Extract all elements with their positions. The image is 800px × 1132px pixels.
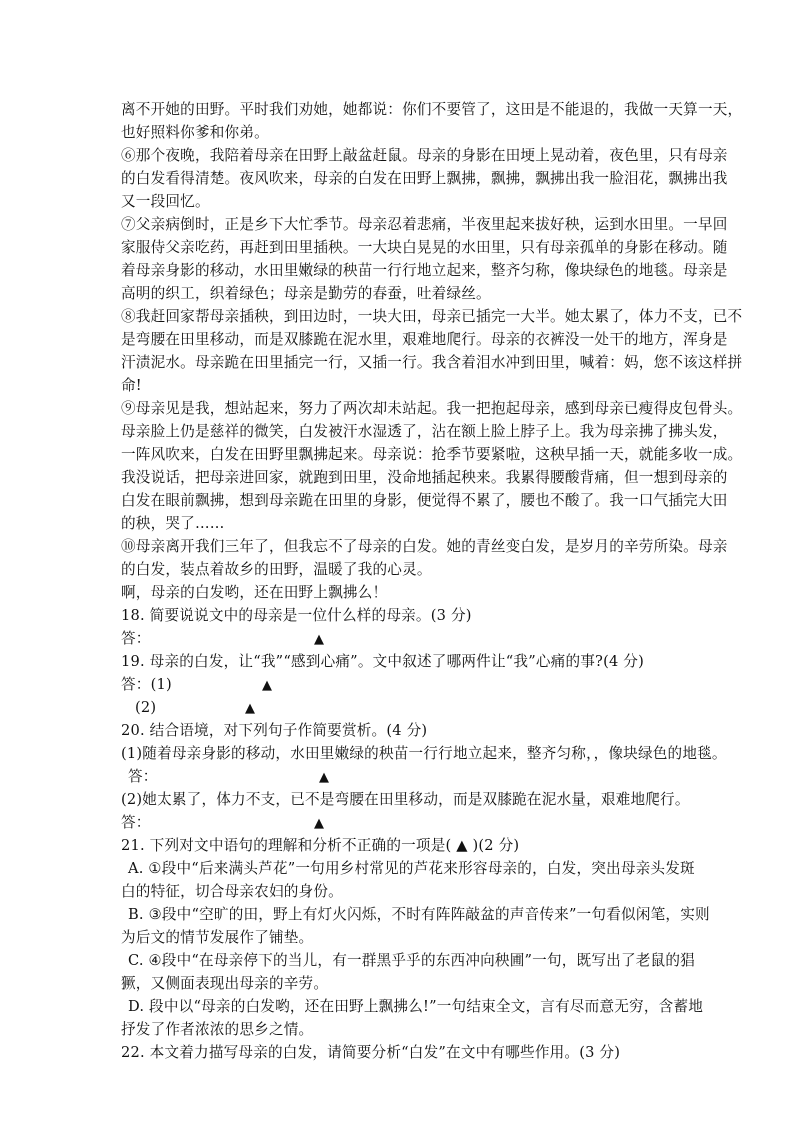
answer-label: 答： — [128, 768, 158, 785]
passage-line: 也好照料你爹和你弟。 — [121, 124, 269, 141]
option-b: B. ③段中“空旷的田，野上有灯火闪烁，不时有阵阵敲盆的声音传来”一句看似闲笔，实则 — [128, 906, 710, 923]
option-c: C. ④段中“在母亲停下的当儿，有一群黑乎乎的东西冲向秧圃”一句，既写出了老鼠的猖 — [128, 952, 695, 969]
answer-label: 答： — [121, 814, 151, 831]
answer-mark: ▲ — [262, 678, 273, 693]
passage-line: ⑧我赶回家帮母亲插秧，到田边时，一块大田，母亲已插完一大半。她太累了，体力不支，已不 — [121, 308, 743, 325]
option-a-cont: 白的特征，切合母亲农妇的身份。 — [121, 883, 343, 900]
option-b-cont: 为后文的情节发展作了铺垫。 — [121, 929, 314, 946]
answer-mark: ▲ — [314, 816, 325, 831]
question-19: 19. 母亲的白发，让“我”“感到心痛”。文中叙述了哪两件让“我”心痛的事?(4 分) — [121, 653, 644, 670]
passage-line: ⑩母亲离开我们三年了，但我忘不了母亲的白发。她的青丝变白发，是岁月的辛劳所染。母亲 — [121, 538, 728, 555]
passage-line: ⑦父亲病倒时，正是乡下大忙季节。母亲忍着悲痛，半夜里起来拔好秧，运到水田里。一早回 — [121, 216, 728, 233]
passage-line: 家服侍父亲吃药，再赶到田里插秧。一大块白晃晃的水田里，只有母亲孤单的身影在移动。随 — [121, 239, 728, 256]
question-18: 18. 简要说说文中的母亲是一位什么样的母亲。(3 分) — [121, 607, 472, 624]
passage-line: 我没说话，把母亲进回家，就跑到田里，没命地插起秧来。我累得腰酸背痛，但一想到母亲的 — [121, 469, 728, 486]
question-line: (2)她太累了，体力不支，已不是弯腰在田里移动，而是双膝跪在泥水量，艰难地爬行。 — [121, 791, 690, 808]
passage-line: 是弯腰在田里移动，而是双膝跪在泥水里，艰难地爬行。母亲的衣裤没一处干的地方，浑身是 — [121, 331, 728, 348]
passage-line: 啊，母亲的白发哟，还在田野上飘拂么！ — [121, 584, 388, 601]
option-a: A. ①段中“后来满头芦花”一句用乡村常见的芦花来形容母亲的，白发，突出母亲头发斑 — [128, 860, 695, 877]
passage-line: 又一段回忆。 — [121, 193, 210, 210]
answer-label: (2) — [135, 699, 157, 716]
passage-line: 的白发看得清楚。夜风吹来，母亲的白发在田野上飘拂，飘拂，飘拂出我一脸泪花，飘拂出我 — [121, 170, 728, 187]
passage-line: 着母亲身影的移动，水田里嫩绿的秧苗一行行地立起来，整齐匀称，像块绿色的地毯。母亲是 — [121, 262, 728, 279]
passage-line: ⑨母亲见是我，想站起来，努力了两次却未站起。我一把抱起母亲，感到母亲已瘦得皮包骨头。 — [121, 400, 743, 417]
passage-line: 一阵风吹来，白发在田野里飘拂起来。母亲说：抢季节要紧啦，这秧早插一天，就能多收一成。 — [121, 446, 743, 463]
answer-mark: ▲ — [314, 632, 325, 647]
answer-label: 答：(1) — [121, 676, 172, 693]
passage-line: 的秧，哭了…… — [121, 515, 225, 532]
passage-line: 的白发，装点着故乡的田野，温暖了我的心灵。 — [121, 561, 432, 578]
answer-mark: ▲ — [319, 770, 330, 785]
question-line: (1)随着母亲身影的移动，水田里嫩绿的秧苗一行行地立起来，整齐匀称，，像块绿色的地毯。 — [121, 745, 727, 762]
option-d: D. 段中以“母亲的白发哟，还在田野上飘拂么!”一句结束全文，言有尽而意无穷，含蓄地 — [128, 998, 704, 1015]
passage-line: 母亲脸上仍是慈祥的微笑，白发被汗水湿透了，沾在额上脸上脖子上。我为母亲拂了拂头发， — [121, 423, 728, 440]
question-22: 22. 本文着力描写母亲的白发，请简要分析“白发”在文中有哪些作用。(3 分) — [121, 1044, 621, 1061]
passage-line: 白发在眼前飘拂，想到母亲跪在田里的身影，便觉得不累了，腰也不酸了。我一口气插完大田 — [121, 492, 728, 509]
question-20: 20. 结合语境，对下列句子作简要赏析。(4 分) — [121, 722, 428, 739]
passage-line: 汗渍泥水。母亲跪在田里插完一行，又插一行。我含着泪水冲到田里，喊着：妈，您不该这样拼 — [121, 354, 743, 371]
passage-line: 高明的织工，织着绿色；母亲是勤劳的春蚕，吐着绿丝。 — [121, 285, 491, 302]
answer-mark: ▲ — [245, 701, 256, 716]
option-d-cont: 抒发了作者浓浓的思乡之情。 — [121, 1021, 314, 1038]
passage-line: 离不开她的田野。平时我们劝她，她都说：你们不要管了，这田是不能退的，我做一天算一天， — [121, 101, 743, 118]
passage-line: ⑥那个夜晚，我陪着母亲在田野上敲盆赶鼠。母亲的身影在田埂上晃动着，夜色里，只有母亲 — [121, 147, 728, 164]
passage-line: 命! — [121, 377, 142, 394]
option-c-cont: 獗，又侧面表现出母亲的辛劳。 — [121, 975, 329, 992]
question-21: 21. 下列对文中语句的理解和分析不正确的一项是( ▲ )(2 分) — [121, 837, 520, 854]
answer-label: 答： — [121, 630, 151, 647]
